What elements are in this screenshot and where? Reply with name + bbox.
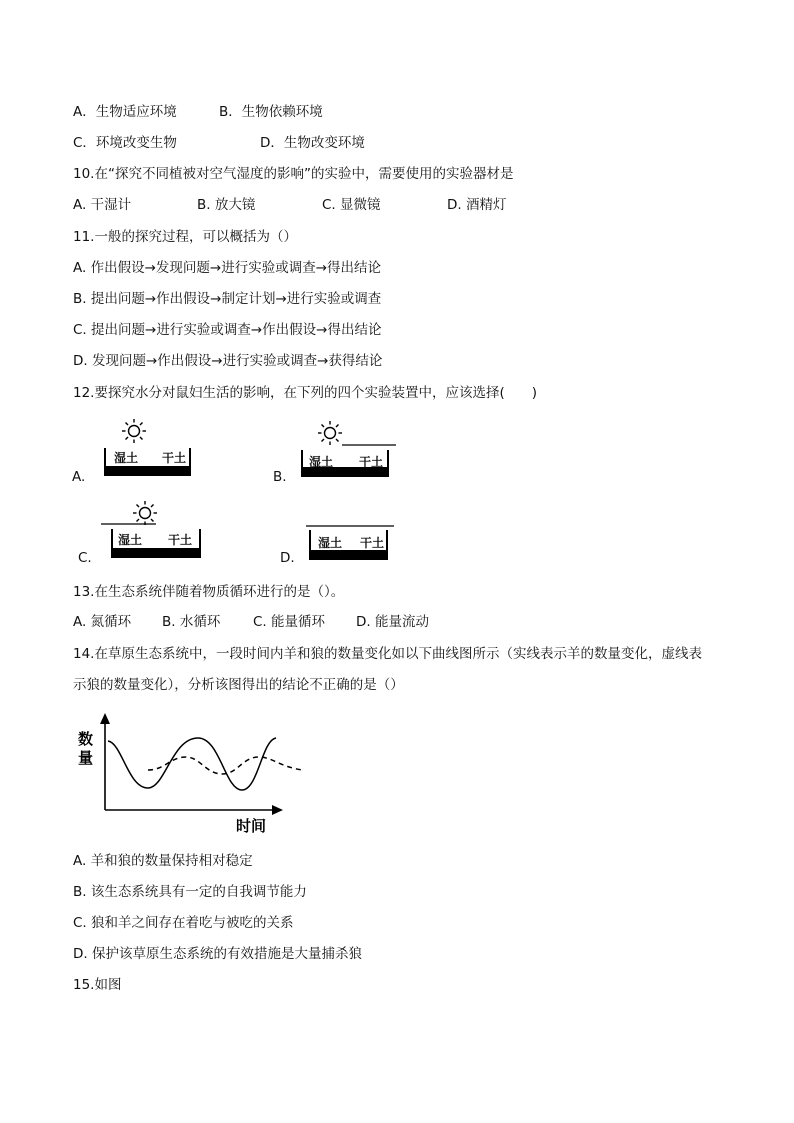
q9-option-a: A．生物适应环境 [73,104,177,120]
q14-option-a: A. 羊和狼的数量保持相对稳定 [73,853,253,869]
q10-stem: 10.在“探究不同植被对空气湿度的影响”的实验中，需要使用的实验器材是 [73,166,514,182]
q9-option-c: C．环境改变生物 [73,135,177,151]
q14-option-d: D. 保护该草原生态系统的有效措施是大量捕杀狼 [73,946,362,962]
q12-device-b-wet-label: 湿土 [309,455,334,469]
q12-device-d-wet-label: 湿土 [318,536,343,550]
q12-device-d-dry-label: 干土 [360,536,385,550]
graph-y-axis-arrow [100,713,110,724]
q14-option-c: C. 狼和羊之间存在着吃与被吃的关系 [73,915,294,931]
q13-option-b: B. 水循环 [162,614,221,630]
q10-option-b: B. 放大镜 [197,197,256,213]
graph-ylabel-1: 数 [78,730,94,748]
q12-device-c-dry-label: 干土 [168,533,193,547]
q13-option-a: A. 氮循环 [73,614,132,630]
graph-ylabel-2: 量 [78,749,94,767]
q15-stem: 15.如图 [73,977,122,993]
q9-option-d: D．生物改变环境 [260,135,365,151]
q12-device-b-dry-label: 干土 [359,455,384,469]
q10-option-c: C. 显微镜 [322,197,381,213]
q12-device-a-dry-label: 干土 [162,451,187,465]
q12-option-c-letter: C. [78,550,92,566]
graph-x-axis-arrow [272,805,283,815]
q11-option-d: D. 发现问题→作出假设→进行实验或调查→获得结论 [73,353,383,369]
graph-xlabel: 时间 [236,817,267,835]
q14-option-b: B. 该生态系统具有一定的自我调节能力 [73,884,307,900]
q12-device-c-wet-label: 湿土 [118,533,143,547]
q11-option-b: B. 提出问题→作出假设→制定计划→进行实验或调查 [73,291,382,307]
q9-option-b: B．生物依赖环境 [219,104,323,120]
q12-option-a-letter: A. [72,469,86,485]
q11-option-c: C. 提出问题→进行实验或调查→作出假设→得出结论 [73,322,382,338]
q12-stem: 12.要探究水分对鼠妇生活的影响，在下列的四个实验装置中，应该选择( ) [73,385,538,401]
q10-option-a: A. 干湿计 [73,197,132,213]
q12-device-b [298,418,400,480]
q12-option-b-letter: B. [273,469,287,485]
q14-stem-line2: 示狼的数量变化），分析该图得出的结论不正确的是（） [73,677,404,693]
sun-icon [122,419,146,443]
sun-icon [133,501,157,525]
q14-stem-line1: 14.在草原生态系统中，一段时间内羊和狼的数量变化如以下曲线图所示（实线表示羊的数量变化，虚线表 [73,646,702,662]
q13-option-c: C. 能量循环 [253,614,326,630]
q11-stem: 11.一般的探究过程，可以概括为（） [73,229,297,245]
q13-stem: 13.在生态系统伴随着物质循环进行的是（）。 [73,584,345,600]
q14-population-graph [70,710,310,838]
q11-option-a: A. 作出假设→发现问题→进行实验或调查→得出结论 [73,260,382,276]
q12-option-d-letter: D. [280,550,295,566]
q12-device-a-wet-label: 湿土 [114,451,139,465]
q13-option-d: D. 能量流动 [356,614,429,630]
q10-option-d: D. 酒精灯 [447,197,507,213]
sun-icon [318,421,342,445]
sheep-curve-solid [108,738,276,790]
